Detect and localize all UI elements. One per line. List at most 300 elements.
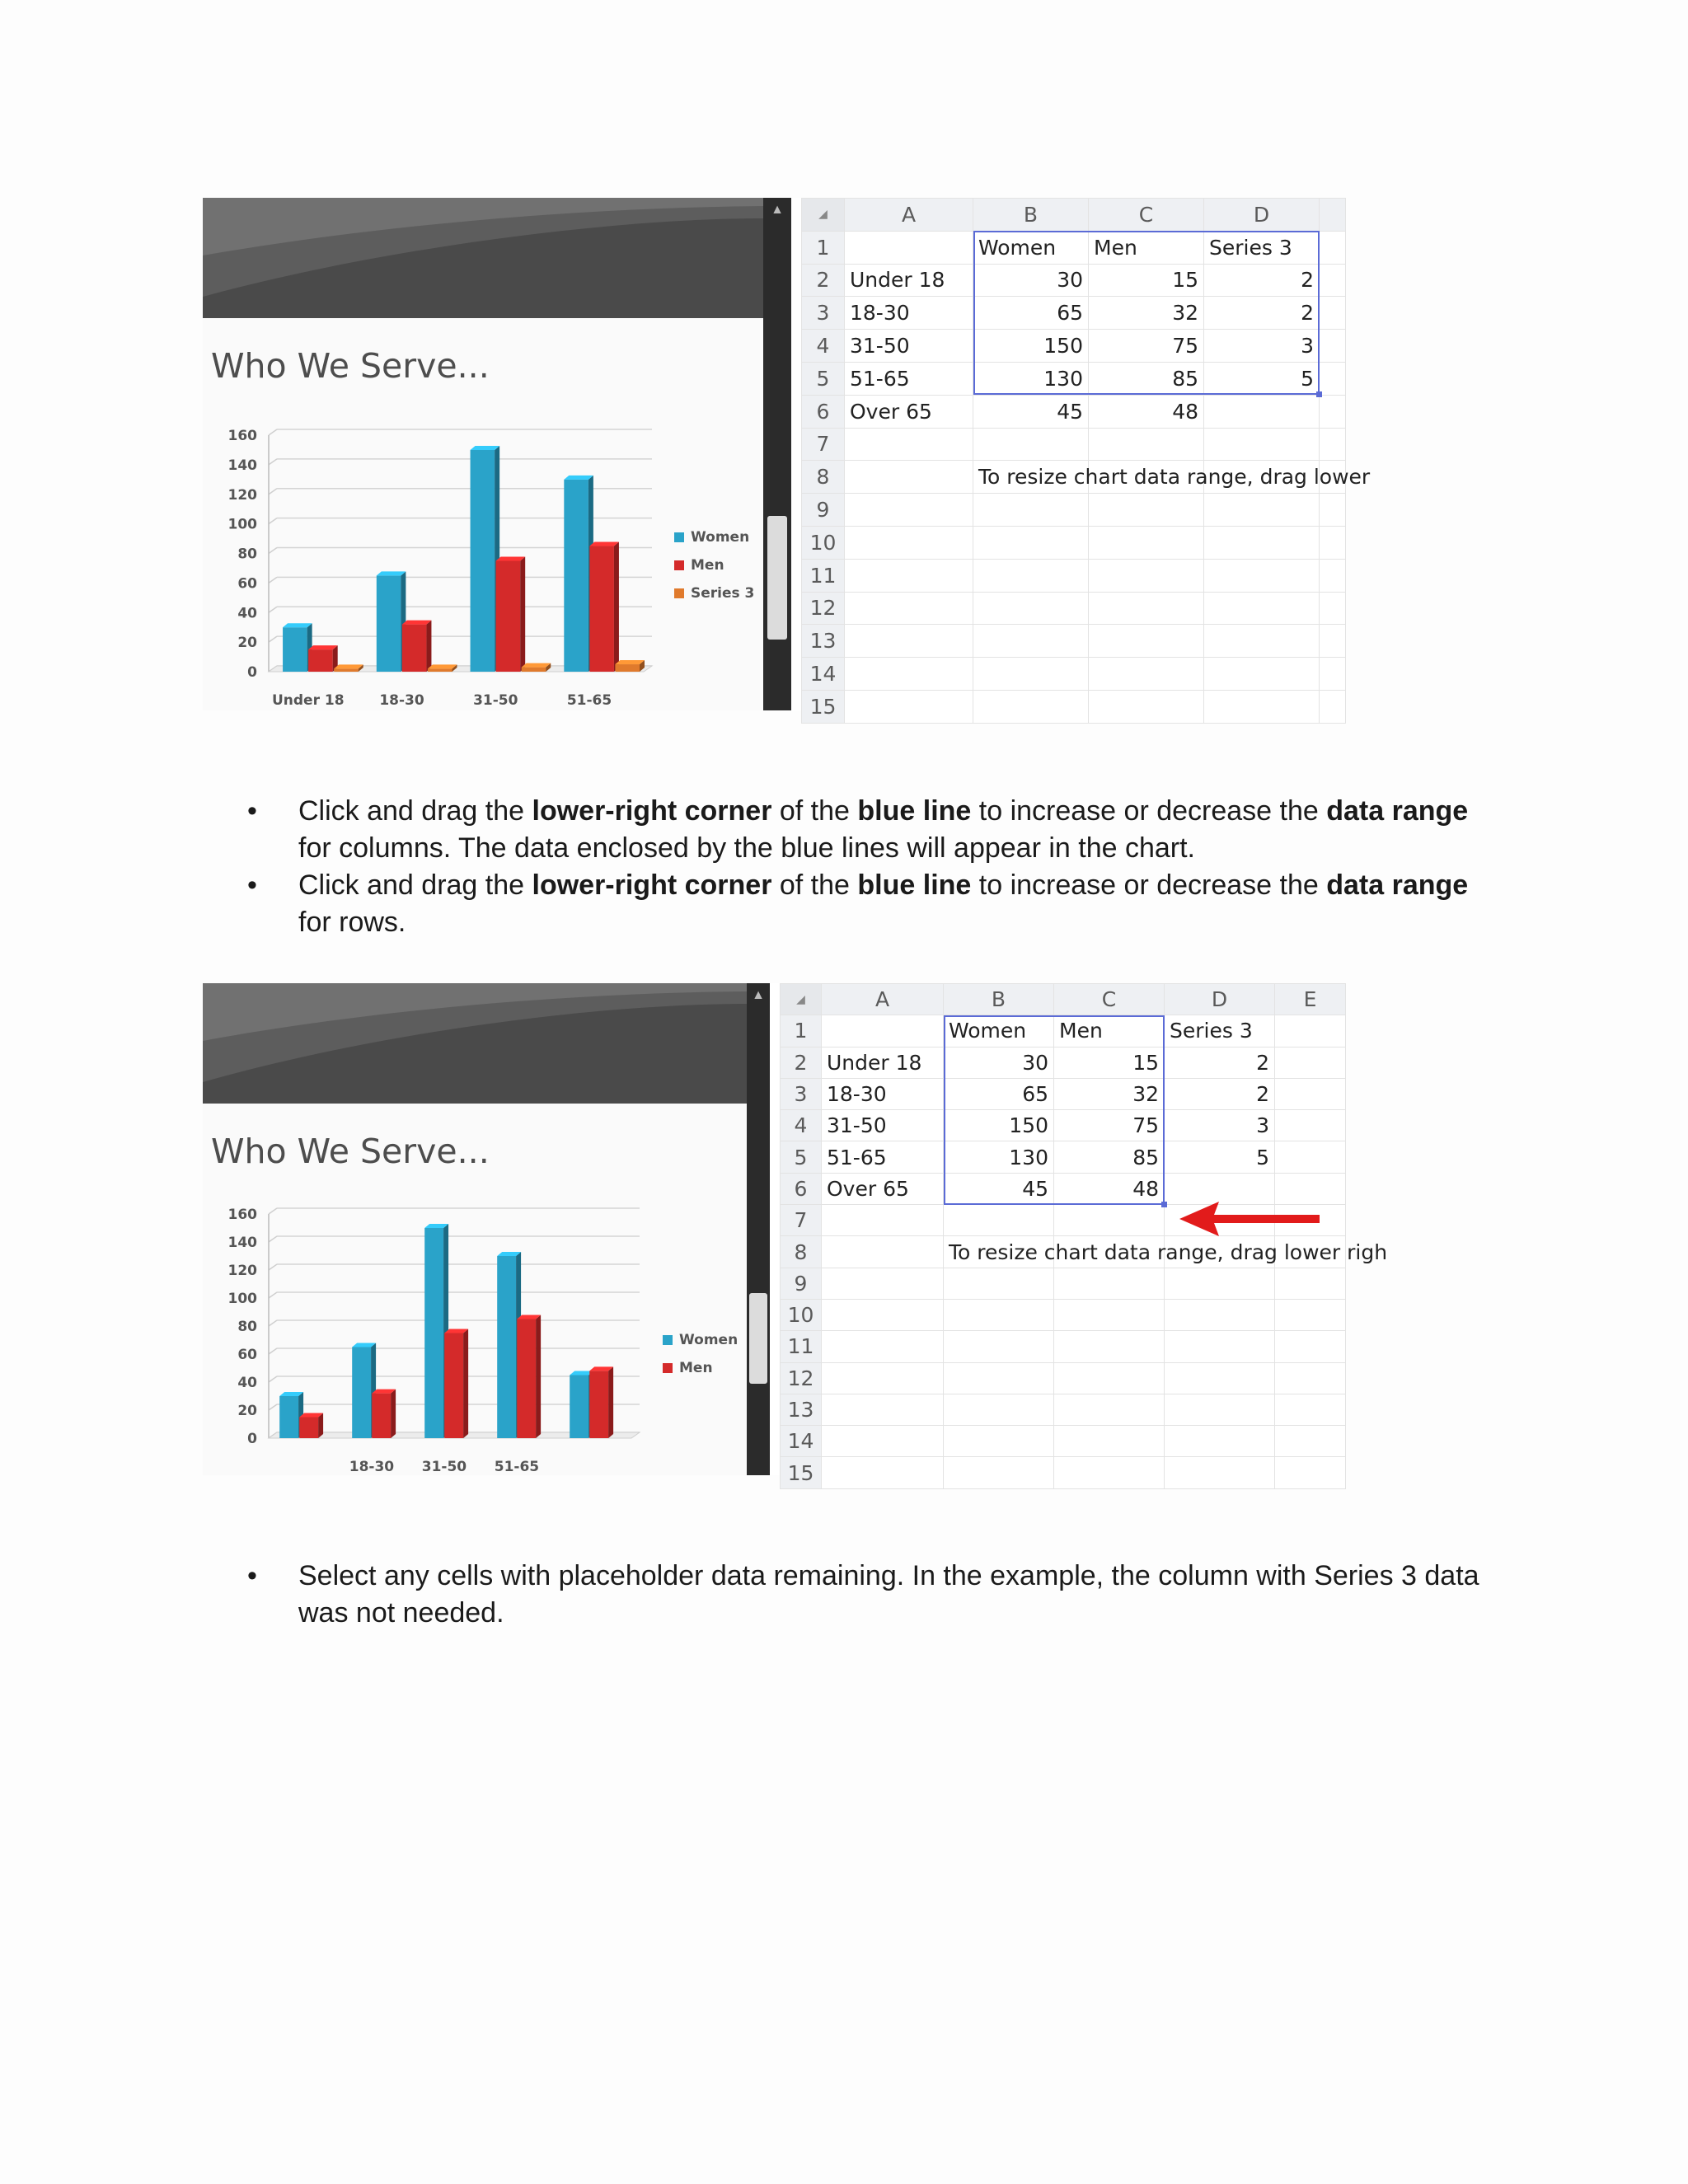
sheet-cell-e[interactable] xyxy=(1320,297,1346,330)
sheet-cell-b[interactable]: 30 xyxy=(973,264,1089,297)
row-header[interactable]: 11 xyxy=(802,559,845,592)
slide-scrollbar[interactable] xyxy=(763,198,791,710)
bar-side xyxy=(614,542,619,672)
red-arrow-icon xyxy=(1179,1198,1320,1240)
sheet-cell-d[interactable] xyxy=(1204,494,1320,527)
bar-chart xyxy=(203,1199,747,1475)
sheet-cell-c[interactable] xyxy=(1054,1394,1165,1425)
sheet-row xyxy=(802,264,1346,297)
sheet-cell-b[interactable]: 65 xyxy=(973,297,1089,330)
sheet-row xyxy=(802,428,1346,461)
row-header[interactable]: 8 xyxy=(802,461,845,494)
row-header[interactable]: 5 xyxy=(802,362,845,395)
sheet-row xyxy=(781,1141,1346,1173)
sheet-cell-a[interactable]: 18-30 xyxy=(822,1078,944,1109)
grid-diagonal xyxy=(269,1292,277,1298)
sheet-cell-a[interactable] xyxy=(822,1426,944,1457)
sheet-cell-e[interactable] xyxy=(1320,231,1346,264)
y-tick-label: 80 xyxy=(237,1319,257,1335)
bar-top xyxy=(283,623,312,627)
sheet-cell-b[interactable] xyxy=(973,526,1089,559)
sheet-cell-b[interactable]: To resize chart data range, drag lower righ xyxy=(944,1236,1054,1268)
sheet-cell-a[interactable] xyxy=(822,1394,944,1425)
sheet-cell-d[interactable] xyxy=(1165,1457,1275,1488)
bar-top xyxy=(377,571,406,575)
row-header[interactable]: 6 xyxy=(802,395,845,428)
sheet-row xyxy=(781,1078,1346,1109)
y-tick-label: 60 xyxy=(237,575,257,593)
sheet-cell-e[interactable] xyxy=(1275,1394,1346,1425)
bar-top xyxy=(496,556,526,560)
y-tick-label: 20 xyxy=(237,635,257,652)
grid-diagonal xyxy=(269,548,277,554)
x-tick-label: 51-65 xyxy=(494,1459,540,1475)
sheet-cell-b[interactable] xyxy=(973,625,1089,658)
bar-top xyxy=(308,645,338,649)
sheet-cell-d[interactable]: 2 xyxy=(1165,1078,1275,1109)
row-header[interactable]: 3 xyxy=(802,297,845,330)
text-segment: Click and drag the xyxy=(298,795,532,827)
sheet-row xyxy=(781,1047,1346,1078)
column-header-d[interactable]: D xyxy=(1204,199,1320,232)
instruction-list-1 xyxy=(244,793,1497,941)
sheet-cell-b[interactable] xyxy=(944,1426,1054,1457)
slide-panel xyxy=(203,198,763,710)
sheet-cell-a[interactable] xyxy=(845,690,973,723)
slide-header-band xyxy=(203,198,763,318)
sheet-cell-d[interactable] xyxy=(1165,1299,1275,1330)
column-header-e[interactable]: E xyxy=(1275,984,1346,1015)
sheet-cell-e[interactable] xyxy=(1320,526,1346,559)
row-header[interactable]: 12 xyxy=(802,592,845,625)
sheet-cell-c[interactable]: Men xyxy=(1089,231,1204,264)
sheet-cell-d[interactable] xyxy=(1204,592,1320,625)
bold-term: data range xyxy=(1326,795,1469,827)
sheet-cell-e[interactable] xyxy=(1275,1015,1346,1047)
sheet-cell-e[interactable] xyxy=(1275,1457,1346,1488)
row-header[interactable]: 9 xyxy=(802,494,845,527)
legend-swatch xyxy=(674,560,684,570)
scroll-up-arrow-icon[interactable]: ▲ xyxy=(771,203,784,217)
row-header[interactable]: 8 xyxy=(781,1236,822,1268)
bullet-item xyxy=(244,793,1497,867)
grid-diagonal xyxy=(269,607,277,612)
bar-men xyxy=(308,649,333,672)
sheet-row xyxy=(781,1110,1346,1141)
x-tick-label: 18-30 xyxy=(379,692,424,709)
sheet-cell-a[interactable] xyxy=(845,494,973,527)
row-header[interactable]: 4 xyxy=(802,330,845,363)
sheet-row xyxy=(781,1362,1346,1394)
sheet-cell-d[interactable] xyxy=(1204,526,1320,559)
grid-diagonal xyxy=(269,1208,277,1214)
sheet-cell-d[interactable] xyxy=(1165,1331,1275,1362)
legend-swatch xyxy=(674,588,684,598)
column-header-c[interactable]: C xyxy=(1054,984,1165,1015)
sheet-cell-b[interactable]: 45 xyxy=(973,395,1089,428)
grid-diagonal xyxy=(269,1404,277,1410)
sheet-cell-b[interactable] xyxy=(973,592,1089,625)
sheet-cell-c[interactable] xyxy=(1054,1426,1165,1457)
sheet-cell-a[interactable]: 18-30 xyxy=(845,297,973,330)
scroll-thumb[interactable] xyxy=(749,1293,767,1384)
sheet-cell-c[interactable]: 85 xyxy=(1054,1141,1165,1173)
sheet-cell-d[interactable]: 5 xyxy=(1204,362,1320,395)
screenshot-chart-and-sheet-1 xyxy=(203,198,1371,719)
sheet-cell-e[interactable] xyxy=(1275,1047,1346,1078)
legend-swatch xyxy=(663,1335,673,1345)
sheet-cell-c[interactable]: 85 xyxy=(1089,362,1204,395)
y-tick-label: 80 xyxy=(237,546,257,563)
y-tick-label: 0 xyxy=(247,1431,257,1447)
bar-side xyxy=(463,1329,468,1439)
row-header[interactable]: 3 xyxy=(781,1078,822,1109)
bar-top xyxy=(334,664,363,668)
y-tick-label: 120 xyxy=(227,486,257,504)
scroll-thumb[interactable] xyxy=(767,516,787,640)
bar-top xyxy=(402,621,432,625)
sheet-cell-d[interactable] xyxy=(1204,428,1320,461)
sheet-cell-d[interactable] xyxy=(1204,395,1320,428)
sheet-cell-a[interactable] xyxy=(845,658,973,691)
sheet-cell-c[interactable] xyxy=(1089,690,1204,723)
sheet-cell-c[interactable]: 75 xyxy=(1054,1110,1165,1141)
sheet-row xyxy=(781,1426,1346,1457)
sheet-cell-b[interactable] xyxy=(944,1394,1054,1425)
sheet-cell-a[interactable]: 51-65 xyxy=(845,362,973,395)
sheet-cell-e[interactable] xyxy=(1275,1110,1346,1141)
sheet-cell-c[interactable]: 32 xyxy=(1054,1078,1165,1109)
column-header-c[interactable]: C xyxy=(1089,199,1204,232)
text-segment: Click and drag the xyxy=(298,869,532,901)
legend-label: Men xyxy=(679,1360,713,1376)
sheet-row xyxy=(802,330,1346,363)
y-tick-label: 100 xyxy=(227,516,257,533)
sheet-cell-e[interactable] xyxy=(1320,494,1346,527)
row-header[interactable]: 2 xyxy=(802,264,845,297)
sheet-cell-b[interactable] xyxy=(973,658,1089,691)
sheet-cell-e[interactable] xyxy=(1275,1299,1346,1330)
grid-diagonal xyxy=(269,1236,277,1242)
row-header[interactable]: 12 xyxy=(781,1362,822,1394)
sheet-cell-b[interactable]: Women xyxy=(944,1015,1054,1047)
text-segment: to increase or decrease the xyxy=(971,795,1327,827)
x-tick-label: 51-65 xyxy=(566,692,612,709)
sheet-cell-a[interactable] xyxy=(822,1205,944,1236)
sheet-cell-e[interactable] xyxy=(1320,362,1346,395)
text-segment: Select any cells with placeholder data remaining. In the example, the column with Series 3 data was not needed. xyxy=(298,1560,1479,1629)
sheet-cell-a[interactable]: Under 18 xyxy=(845,264,973,297)
row-header[interactable]: 2 xyxy=(781,1047,822,1078)
sheet-cell-a[interactable] xyxy=(845,231,973,264)
bar-women xyxy=(377,575,401,672)
sheet-cell-c[interactable]: Men xyxy=(1054,1015,1165,1047)
column-header-a[interactable]: A xyxy=(845,199,973,232)
column-header-d[interactable]: D xyxy=(1165,984,1275,1015)
y-tick-label: 0 xyxy=(247,664,257,681)
sheet-cell-d[interactable] xyxy=(1204,690,1320,723)
sheet-row xyxy=(781,1457,1346,1488)
bold-term: data range xyxy=(1326,869,1469,901)
legend-label: Women xyxy=(691,529,750,546)
sheet-cell-d[interactable] xyxy=(1204,559,1320,592)
grid-diagonal xyxy=(269,636,277,642)
sheet-cell-c[interactable]: 15 xyxy=(1089,264,1204,297)
bar-series-3 xyxy=(615,664,640,672)
x-tick-label: Under 18 xyxy=(271,692,345,709)
sheet-cell-d[interactable]: 2 xyxy=(1204,297,1320,330)
sheet-cell-d[interactable]: 2 xyxy=(1204,264,1320,297)
sheet-cell-d[interactable]: 3 xyxy=(1165,1110,1275,1141)
sheet-cell-b[interactable]: To resize chart data range, drag lower xyxy=(973,461,1089,494)
slide-title: Who We Serve... xyxy=(211,346,490,386)
sheet-row xyxy=(781,1236,1346,1268)
bold-term: blue line xyxy=(857,869,972,901)
sheet-cell-a[interactable]: 31-50 xyxy=(822,1110,944,1141)
sheet-cell-b[interactable] xyxy=(973,494,1089,527)
row-header[interactable]: 15 xyxy=(802,690,845,723)
sheet-cell-a[interactable] xyxy=(822,1015,944,1047)
row-header[interactable]: 4 xyxy=(781,1110,822,1141)
sheet-cell-a[interactable]: 51-65 xyxy=(822,1141,944,1173)
sheet-cell-c[interactable] xyxy=(1089,559,1204,592)
sheet-cell-a[interactable] xyxy=(822,1362,944,1394)
sheet-cell-a[interactable] xyxy=(822,1236,944,1268)
sheet-cell-b[interactable]: 150 xyxy=(973,330,1089,363)
column-header-b[interactable]: B xyxy=(973,199,1089,232)
bar-series-3 xyxy=(334,668,359,672)
sheet-cell-e[interactable] xyxy=(1320,264,1346,297)
sheet-cell-d[interactable] xyxy=(1204,658,1320,691)
row-header[interactable]: 10 xyxy=(781,1299,822,1330)
select-all-corner[interactable]: ◢ xyxy=(802,199,845,232)
bar-men xyxy=(589,546,614,672)
sheet-cell-e[interactable] xyxy=(1320,559,1346,592)
sheet-cell-a[interactable]: Under 18 xyxy=(822,1047,944,1078)
sheet-cell-b[interactable]: 65 xyxy=(944,1078,1054,1109)
row-header[interactable]: 7 xyxy=(781,1205,822,1236)
sheet-cell-e[interactable] xyxy=(1320,395,1346,428)
sheet-row xyxy=(802,297,1346,330)
row-header[interactable]: 6 xyxy=(781,1173,822,1204)
sheet-cell-d[interactable]: Series 3 xyxy=(1204,231,1320,264)
sheet-cell-a[interactable]: 31-50 xyxy=(845,330,973,363)
sheet-cell-e[interactable] xyxy=(1275,1426,1346,1457)
instruction-list-2 xyxy=(244,1558,1497,1632)
sheet-cell-c[interactable] xyxy=(1054,1457,1165,1488)
x-tick-label: 18-30 xyxy=(349,1459,395,1475)
sheet-row xyxy=(781,1331,1346,1362)
arrow-shape xyxy=(1179,1202,1320,1236)
sheet-cell-d[interactable]: 5 xyxy=(1165,1141,1275,1173)
bar-top xyxy=(564,476,593,480)
sheet-cell-e[interactable] xyxy=(1320,428,1346,461)
sheet-cell-c[interactable] xyxy=(1054,1205,1165,1236)
row-header[interactable]: 14 xyxy=(781,1426,822,1457)
grid-diagonal xyxy=(269,1320,277,1326)
bar-women xyxy=(471,450,495,672)
text-segment: for columns. The data enclosed by the blue lines will appear in the chart. xyxy=(298,832,1195,864)
sheet-cell-a[interactable] xyxy=(822,1268,944,1299)
bar-top xyxy=(471,446,500,450)
row-header[interactable]: 13 xyxy=(802,625,845,658)
sheet-cell-c[interactable]: 48 xyxy=(1054,1173,1165,1204)
column-header-row xyxy=(802,199,1346,232)
sheet-cell-e[interactable] xyxy=(1275,1331,1346,1362)
sheet-cell-b[interactable] xyxy=(944,1331,1054,1362)
column-header-a[interactable]: A xyxy=(822,984,944,1015)
sheet-cell-a[interactable] xyxy=(822,1299,944,1330)
sheet-cell-b[interactable]: 45 xyxy=(944,1173,1054,1204)
bold-term: lower-right corner xyxy=(532,869,772,901)
sheet-cell-e[interactable] xyxy=(1320,690,1346,723)
y-tick-label: 40 xyxy=(237,605,257,622)
sheet-cell-a[interactable] xyxy=(845,592,973,625)
sheet-cell-d[interactable] xyxy=(1165,1394,1275,1425)
sheet-cell-c[interactable]: 75 xyxy=(1089,330,1204,363)
sheet-cell-b[interactable] xyxy=(944,1362,1054,1394)
sheet-cell-b[interactable]: 30 xyxy=(944,1047,1054,1078)
sheet-cell-c[interactable] xyxy=(1089,494,1204,527)
bar-top xyxy=(615,660,645,664)
slide-panel xyxy=(203,983,747,1475)
sheet-cell-d[interactable]: Series 3 xyxy=(1165,1015,1275,1047)
sheet-cell-d[interactable] xyxy=(1165,1362,1275,1394)
sheet-cell-a[interactable]: Over 65 xyxy=(845,395,973,428)
x-tick-label: 31-50 xyxy=(421,1459,467,1475)
row-header[interactable]: 1 xyxy=(781,1015,822,1047)
legend-label: Men xyxy=(691,557,724,574)
bar-men xyxy=(496,560,521,672)
sheet-cell-e[interactable] xyxy=(1320,330,1346,363)
sheet-row xyxy=(802,526,1346,559)
sheet-cell-b[interactable]: Women xyxy=(973,231,1089,264)
sheet-cell-b[interactable]: 150 xyxy=(944,1110,1054,1141)
sheet-cell-d[interactable]: 3 xyxy=(1204,330,1320,363)
sheet-cell-c[interactable] xyxy=(1054,1362,1165,1394)
y-tick-label: 60 xyxy=(237,1347,257,1363)
sheet-cell-d[interactable] xyxy=(1165,1268,1275,1299)
bar-side xyxy=(426,621,431,672)
row-header[interactable]: 5 xyxy=(781,1141,822,1173)
sheet-row xyxy=(781,1299,1346,1330)
select-all-corner[interactable]: ◢ xyxy=(781,984,822,1015)
sheet-cell-e[interactable] xyxy=(1320,592,1346,625)
row-header[interactable]: 15 xyxy=(781,1457,822,1488)
sheet-cell-c[interactable] xyxy=(1054,1331,1165,1362)
slide-scrollbar[interactable] xyxy=(747,983,770,1475)
column-header-row xyxy=(781,984,1346,1015)
sheet-row xyxy=(781,1015,1346,1047)
bar-men xyxy=(517,1319,536,1439)
sheet-cell-c[interactable] xyxy=(1054,1268,1165,1299)
sheet-row xyxy=(802,559,1346,592)
y-tick-label: 40 xyxy=(237,1375,257,1391)
bar-women xyxy=(283,627,307,672)
grid-diagonal xyxy=(269,429,277,435)
grid-diagonal xyxy=(269,577,277,583)
row-header[interactable]: 14 xyxy=(802,658,845,691)
sheet-cell-c[interactable]: 32 xyxy=(1089,297,1204,330)
bar-side xyxy=(608,1366,613,1438)
slide-band-swoosh xyxy=(203,198,763,318)
legend-swatch xyxy=(674,532,684,542)
column-header-b[interactable]: B xyxy=(944,984,1054,1015)
column-header-e[interactable] xyxy=(1320,199,1346,232)
sheet-row xyxy=(781,1394,1346,1425)
sheet-cell-c[interactable] xyxy=(1089,428,1204,461)
sheet-row xyxy=(802,494,1346,527)
sheet-cell-c[interactable] xyxy=(1054,1299,1165,1330)
text-segment: of the xyxy=(771,795,858,827)
row-header[interactable]: 1 xyxy=(802,231,845,264)
sheet-cell-e[interactable] xyxy=(1275,1362,1346,1394)
sheet-cell-a[interactable] xyxy=(845,428,973,461)
sheet-cell-c[interactable] xyxy=(1089,658,1204,691)
sheet-cell-e[interactable] xyxy=(1320,625,1346,658)
sheet-cell-a[interactable] xyxy=(845,461,973,494)
row-header[interactable]: 9 xyxy=(781,1268,822,1299)
sheet-cell-e[interactable] xyxy=(1320,658,1346,691)
y-tick-label: 140 xyxy=(227,457,257,474)
sheet-cell-b[interactable]: 130 xyxy=(973,362,1089,395)
sheet-cell-e[interactable] xyxy=(1275,1141,1346,1173)
slide-header-band xyxy=(203,983,747,1104)
sheet-cell-d[interactable] xyxy=(1204,625,1320,658)
sheet-cell-a[interactable] xyxy=(845,526,973,559)
sheet-cell-a[interactable] xyxy=(822,1331,944,1362)
sheet-cell-b[interactable] xyxy=(944,1205,1054,1236)
sheet-cell-c[interactable] xyxy=(1089,625,1204,658)
bar-men xyxy=(372,1394,391,1438)
sheet-cell-b[interactable] xyxy=(973,559,1089,592)
spreadsheet xyxy=(801,198,1371,724)
sheet-cell-b[interactable] xyxy=(973,690,1089,723)
sheet-cell-e[interactable] xyxy=(1275,1078,1346,1109)
sheet-row xyxy=(802,231,1346,264)
row-header[interactable]: 7 xyxy=(802,428,845,461)
sheet-cell-a[interactable] xyxy=(845,625,973,658)
sheet-cell-c[interactable]: 48 xyxy=(1089,395,1204,428)
sheet-cell-c[interactable]: 15 xyxy=(1054,1047,1165,1078)
sheet-cell-d[interactable]: 2 xyxy=(1165,1047,1275,1078)
sheet-cell-d[interactable] xyxy=(1165,1426,1275,1457)
bar-top xyxy=(589,542,619,546)
scroll-up-arrow-icon[interactable]: ▲ xyxy=(752,988,765,1002)
sheet-cell-a[interactable] xyxy=(822,1457,944,1488)
sheet-cell-e[interactable] xyxy=(1275,1268,1346,1299)
bar-men xyxy=(402,625,427,672)
sheet-cell-b[interactable]: 130 xyxy=(944,1141,1054,1173)
sheet-cell-b[interactable] xyxy=(973,428,1089,461)
sheet-cell-c[interactable] xyxy=(1089,592,1204,625)
row-header[interactable]: 10 xyxy=(802,526,845,559)
text-segment: of the xyxy=(771,869,858,901)
bar-men xyxy=(589,1371,608,1438)
sheet-cell-b[interactable] xyxy=(944,1268,1054,1299)
sheet-cell-c[interactable] xyxy=(1089,526,1204,559)
text-segment: for rows. xyxy=(298,907,406,938)
row-header[interactable]: 13 xyxy=(781,1394,822,1425)
row-header[interactable]: 11 xyxy=(781,1331,822,1362)
sheet-cell-a[interactable] xyxy=(845,559,973,592)
sheet-cell-b[interactable] xyxy=(944,1299,1054,1330)
sheet-cell-a[interactable]: Over 65 xyxy=(822,1173,944,1204)
bold-term: blue line xyxy=(857,795,972,827)
sheet-row xyxy=(802,362,1346,395)
bar-side xyxy=(520,556,525,672)
sheet-cell-b[interactable] xyxy=(944,1457,1054,1488)
